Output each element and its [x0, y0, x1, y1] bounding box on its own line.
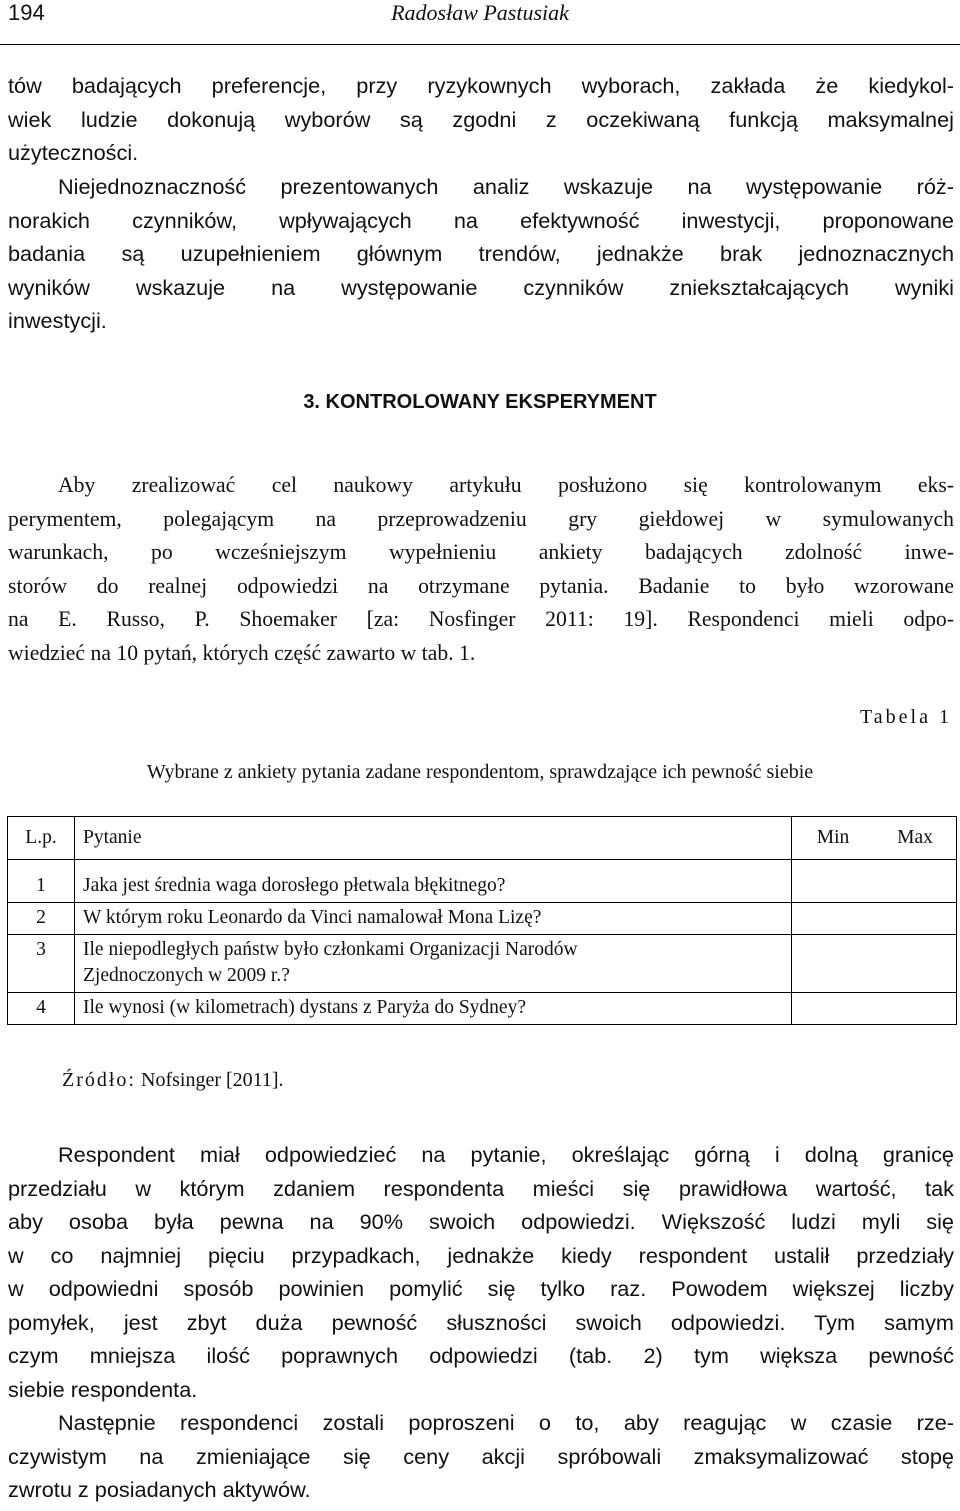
row-question: W którym roku Leonardo da Vinci namalował Mona Lizę?: [75, 903, 792, 935]
source-text: Nofsinger [2011].: [136, 1069, 284, 1091]
text-line: na E. Russo, P. Shoemaker [za: Nosfinger 2011: 19]. Respondenci mieli odpo-: [8, 607, 954, 631]
row-min-cell: [792, 871, 875, 903]
row-max-cell: [874, 903, 957, 935]
table-header-row: [8, 817, 957, 860]
row-max-cell: [874, 993, 957, 1025]
text-line: w co najmniej pięciu przypadkach, jednakże kiedy respondent ustalił przedziały: [8, 1242, 954, 1268]
text-line: Niejednoznaczność prezentowanych analiz wskazuje na występowanie róż-: [58, 174, 954, 199]
text-line: warunkach, po wcześniejszym wypełnieniu ankiety badających zdolność inwe-: [8, 540, 954, 564]
row-number: 4: [8, 993, 75, 1025]
text-line: pomyłek, jest zbyt duża pewność słuszności swoich odpowiedzi. Tym samym: [8, 1309, 954, 1335]
paragraph-2: [8, 469, 954, 670]
row-question: Ile wynosi (w kilometrach) dystans z Paryża do Sydney?: [75, 993, 792, 1025]
row-max-cell: [874, 871, 957, 903]
spacer-cell: [792, 860, 875, 872]
text-line: perymentem, polegającym na przeprowadzeniu gry giełdowej w symulowanych: [8, 506, 954, 531]
row-question: Ile niepodległych państw było członkami Organizacji Narodów Zjednoczonych w 2009 r.?: [75, 935, 792, 993]
table-caption: Wybrane z ankiety pytania zadane respondentom, sprawdzające ich pewność siebie: [146, 761, 814, 783]
spacer-cell: [874, 860, 957, 872]
table-label: Tabela 1: [859, 706, 952, 728]
page-number: 194: [8, 0, 45, 25]
paragraph-4: [8, 1406, 954, 1507]
spacer-cell: [8, 860, 75, 872]
text-line: wyników wskazuje na występowanie czynników zniekształcających wyniki: [8, 274, 954, 300]
intro-paragraph: [8, 69, 954, 170]
row-number: 1: [8, 871, 75, 903]
table-row: [8, 935, 957, 993]
text-line: w odpowiedni sposób powinien pomylić się tylko raz. Powodem większej liczby: [8, 1276, 954, 1301]
text-line: inwestycji.: [8, 308, 107, 333]
row-number: 2: [8, 903, 75, 935]
running-header: [0, 0, 960, 45]
text-line: storów do realnej odpowiedzi na otrzymane pytania. Badanie to było wzorowane: [8, 573, 954, 598]
row-min-cell: [792, 903, 875, 935]
questions-table: [7, 816, 957, 1025]
spacer-cell: [75, 860, 792, 872]
text-line: wiedzieć na 10 pytań, których część zawarto w tab. 1.: [8, 640, 476, 665]
text-line: wiek ludzie dokonują wyborów są zgodni z oczekiwaną funkcją maksymalnej: [8, 106, 954, 132]
row-max-cell: [874, 935, 957, 993]
text-line: przedziału w którym zdaniem respondenta mieści się prawidłowa wartość, tak: [8, 1175, 954, 1201]
text-line: użyteczności.: [8, 140, 139, 165]
header-lp: L.p.: [8, 817, 75, 860]
section-heading: 3. KONTROLOWANY EKSPERYMENT: [303, 391, 657, 413]
row-number: 3: [8, 935, 75, 993]
text-line: Następnie respondenci zostali poproszeni o to, aby reagując w czasie rze-: [58, 1410, 954, 1435]
row-min-cell: [792, 993, 875, 1025]
text-line: aby osoba była pewna na 90% swoich odpowiedzi. Większość ludzi myli się: [8, 1209, 954, 1234]
header-min: Min: [792, 817, 875, 860]
text-line: zwrotu z posiadanych aktywów.: [8, 1477, 311, 1502]
source-label: Źródło:: [62, 1069, 136, 1091]
running-head-author: Radosław Pastusiak: [391, 0, 569, 25]
row-min-cell: [792, 935, 875, 993]
table-source: [62, 1066, 284, 1094]
table-spacer: [8, 860, 957, 872]
header-question: Pytanie: [75, 817, 792, 860]
table-row: [8, 993, 957, 1025]
text-line: siebie respondenta.: [8, 1376, 198, 1402]
table-row: [8, 871, 957, 903]
text-line: czywistym na zmieniające się ceny akcji spróbowali zmaksymalizować stopę: [8, 1443, 954, 1469]
text-line: badania są uzupełnieniem głównym trendów, jednakże brak jednoznacznych: [8, 241, 954, 266]
text-line: Respondent miał odpowiedzieć na pytanie, określając górną i dolną granicę: [58, 1142, 954, 1167]
text-line: czym mniejsza ilość poprawnych odpowiedzi (tab. 2) tym większa pewność: [8, 1343, 954, 1368]
paragraph-1: [8, 170, 954, 338]
table-row: [8, 903, 957, 935]
row-question: Jaka jest średnia waga dorosłego płetwala błękitnego?: [75, 871, 792, 903]
paragraph-3: [8, 1138, 954, 1406]
text-line: tów badających preferencje, przy ryzykownych wyborach, zakłada że kiedykol-: [8, 73, 954, 98]
header-max: Max: [874, 817, 957, 860]
text-line: Aby zrealizować cel naukowy artykułu posłużono się kontrolowanym eks-: [58, 473, 954, 497]
text-line: norakich czynników, wpływających na efektywność inwestycji, proponowane: [8, 207, 954, 233]
